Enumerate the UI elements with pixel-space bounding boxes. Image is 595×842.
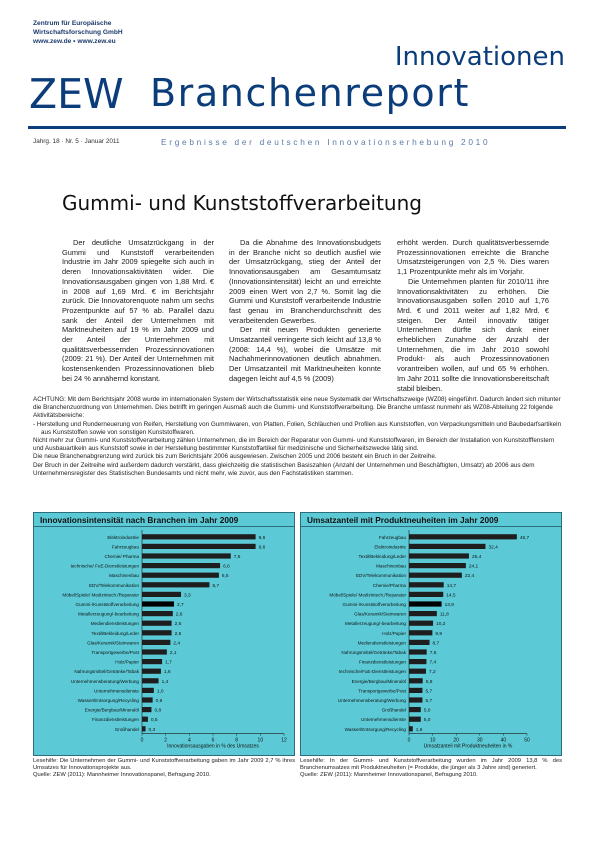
note-paragraph: Der Bruch in der Zeitreihe wird außerdem dadurch verstärkt, dass gleichzeitig die statistischen Basiszahlen (Anzahl der Unternehmen und Beschäftigten, Umsatz) ab 2006 aus dem Unternehmensregister des Statistischen Bundesamts und nicht mehr, wie zuvor, aus den Fachstatistiken stammen. [33,461,535,477]
bar [409,707,421,712]
category-label: Mediendienstleistungen [357,640,406,646]
value-label: 1,4 [161,679,169,685]
value-label: 7,5 [429,651,437,656]
note-paragraph: ACHTUNG: Mit dem Berichtsjahr 2008 wurde im internationalen System der Wirtschaftsstatistik eine neue Systematik der Wirtschaftszweige (WZ08) eingeführt. Dadurch ändert sich mitunter die Branchenzuordnung von Unternehmen. Dies betrifft im geringen Ausmaß auch die Gummi- und Kunststoffverarbeitung. Die Branche umfasst nunmehr als WZ08-Abteilung 22 folgende Aktivitätsbereiche: [33,396,561,420]
paragraph: Die Unternehmen planten für 2010/11 ihre Innovationsaktivitäten zu erhöhen. Die Innovationsausgaben sollen 2010 auf 1,76 Mrd. € und 2011 weiter auf 1,82 Mrd. € steigen. Der Anteil innovativ tätiger Unternehmen dürfte sich dank einer erheblichen Zunahme der Anzahl der Unternehmen, die im Jahr 2010 sowohl Produkt- als auch Prozessinnovationen vorantreiben wollen, auf und 65 % erhöhen. Im Jahr 2011 sollte die Innovationsbereitschaft stabil bleiben. [397,276,549,393]
category-label: Elektroindustrie [107,534,139,540]
category-label: Finanzdienstleistungen [359,659,406,665]
issue-info: Jahrg. 18 · Nr. 5 · Januar 2011 [33,138,120,145]
value-label: 2,7 [176,603,184,608]
bar [142,573,219,578]
bar [142,649,167,654]
x-tick-label: 12 [281,737,287,744]
article-body [62,238,549,393]
x-tick-label: 0 [140,737,144,744]
category-label: Holz/Papier [382,630,406,636]
category-label: Wasser/Entsorgung/Recycling [77,698,139,703]
header-divider [28,126,566,129]
value-label: 13,8 [444,603,454,608]
value-label: 0,9 [155,699,163,704]
value-label: 1,0 [156,689,164,695]
value-label: 2,1 [169,651,177,656]
bar [409,688,422,693]
chart-innovation-intensity-plot [34,528,296,756]
note-paragraph: Nicht mehr zur Gummi- und Kunststoffverarbeitung zählen Unternehmen, die im Bereich der Reparatur von Gummi- und Kunststoffwaren, im Bereich der Installation von Kunststofffenstern und Ausbauartikeln aus Kunststoff sowie in der Herstellung bestimmter Kunststoffartikel für medizinische und Sicherheitszwecke tätig sind. [33,437,555,453]
bar [409,630,432,635]
x-tick-label: 10 [257,737,264,744]
chart-title: Umsatzanteil mit Produktneuheiten im Jahr 2009 [301,513,561,527]
bar [142,640,170,645]
category-label: Großhandel [381,707,406,713]
publisher-info [33,19,123,46]
value-label: 3,3 [184,593,191,599]
value-label: 2,4 [173,641,181,647]
bar [142,553,231,558]
category-label: Transportgewerbe/Post [91,650,139,655]
bar [142,659,162,664]
value-label: 1,6 [163,670,171,676]
report-title-main: Branchenreport [150,71,470,115]
note-paragraph: Die neue Branchenabgrenzung wird zurück bis zum Berichtsjahr 2006 ausgewiesen. Zwischen 2005 und 2006 besteht ein Bruch in der Zeitreihe. [33,453,437,461]
value-label: 25,4 [471,555,482,560]
category-label: Möbel/Spiele/ Medizintech./Reparatur [329,592,406,598]
value-label: 14,5 [446,593,456,599]
bar [142,707,151,712]
x-tick-label: 40 [500,737,507,744]
category-label: Fahrzeugbau [378,534,406,540]
org-line-2: Wirtschaftsforschung GmbH [33,29,123,36]
column-2 [229,238,381,384]
bar [409,621,433,626]
paragraph: Der deutliche Umsatzrückgang in der Gummi und Kunststoff verarbeitenden Industrie im Jahr 2009 spiegelte sich auch in deren Innovationsaktivitäten wider. Die Innovationsausgaben gingen von 1,88 Mrd. € in 2008 auf 1,69 Mrd. € im Berichtsjahr zurück. Die Innovatorenquote nahm um sechs Prozentpunkte auf 57 % ab. Parallel dazu sank der Anteil der Unternehmen mit Marktneuheiten auf 19 % im Jahr 2009 und der Anteil der Unternehmen mit qualitätsverbessernden Prozessinnovationen (2009: 21 %). Der Anteil der Unternehmen mit kostensenkenden Prozessinnovationen blieb bei 24 % annähernd konstant. [62,238,214,383]
value-label: 10,2 [436,622,446,628]
bar [409,592,443,597]
value-label: 6,6 [223,564,230,570]
x-axis-label: Umsatzanteil mit Produktneuheiten in % [423,743,513,750]
category-label: Chemie/Pharma [372,582,406,588]
category-label: Unternehmensberatung/Werbung [337,698,406,703]
bar [409,573,462,578]
org-website[interactable]: www.zew.de • www.zew.eu [33,38,116,45]
value-label: 7,4 [429,660,437,666]
category-label: Mediendienstleistungen [90,621,139,627]
bar [142,688,154,693]
category-label: Gummi-/Kunststoffverarbeitung [342,602,406,607]
category-label: Unternehmensberatung/Werbung [70,678,139,684]
category-label: Transportgewerbe/Post [358,688,406,694]
value-label: 2,5 [174,631,182,637]
value-label: 1,6 [415,727,423,733]
category-label: Maschinenbau [376,563,406,569]
value-label: 0,5 [150,718,158,724]
x-tick-label: 10 [429,737,436,744]
bar [409,611,437,616]
report-subtitle: Ergebnisse der deutschen Innovationserhebung 2010 [161,137,491,147]
category-label: Großhandel [114,726,139,732]
value-label: 32,4 [488,545,498,551]
category-label: Textil/Bekleidung/Leder [91,630,139,636]
category-label: technische/FuE-Dienstleistungen [338,669,406,675]
value-label: 14,7 [446,583,457,589]
bar [409,659,426,664]
value-label: 11,8 [439,612,449,618]
bar [409,697,422,702]
value-label: 5,8 [425,679,433,685]
value-label: 45,7 [519,535,530,541]
bar [409,534,517,539]
x-tick-label: 30 [477,737,483,744]
note-paragraph: - Herstellung und Runderneuerung von Reifen, Herstellung von Gummiwaren, von Platten, Folien, Schläuchen und Profilen aus Kunststoffen, von Verpackungsmitteln und Baubedarfsartikeln aus Kunststoffen sowie von sonstigen Kunststoffwaren. [33,420,562,436]
zew-logo: ZEW [29,70,124,118]
x-tick-label: 20 [453,737,459,744]
bar [142,582,209,587]
value-label: 9,6 [258,535,266,541]
paragraph: erhöht werden. Durch qualitätsverbessernde Prozessinnovationen erreichte die Branche Umsatzsteigerungen von 2,5 %. Dies waren 1,1 Prozentpunkte mehr als im Vorjahr. [397,238,549,277]
category-label: Unternehmensdienste [94,688,139,694]
caption-text: Lesehilfe: Die Unternehmen der Gummi- und Kunststoffverarbeitung gaben im Jahr 2009 2,7 % ihres Umsatzes für Innovationsprojekte aus. [33,758,295,772]
category-label: Nahrungsmittel/Getränke/Tabak [341,650,406,655]
category-label: Energie/Bergbau/Mineralöl [84,707,139,713]
value-label: 5,0 [423,718,431,724]
chart-innovation-intensity [33,512,295,756]
bar [142,534,256,539]
bar [142,697,153,702]
bar [142,592,181,597]
bar [409,582,444,587]
bar [142,621,172,626]
category-label: Wasser/Entsorgung/Recycling [344,726,406,732]
bar [409,563,466,568]
category-label: Glas/Keramik/Steinwaren [354,611,406,617]
caption-text: Lesehilfe: In der Gummi- und Kunststoffverarbeitung wurden im Jahr 2009 13,8 % des Branchenumsatzes mit Produktneuheiten (= Produkte, die jünger als 3 Jahre sind) generiert. [300,758,562,772]
value-label: 2,5 [174,622,182,628]
value-label: 9,6 [258,545,266,551]
org-line-1: Zentrum für Europäische [33,20,112,27]
value-label: 1,7 [165,660,172,666]
bar [409,544,485,549]
bar [142,717,148,722]
bar-highlight [409,601,442,606]
bar [409,553,469,558]
bar [409,640,430,645]
column-3 [397,238,549,393]
value-label: 24,1 [468,564,479,570]
bar [142,563,220,568]
bar [142,630,172,635]
value-label: 9,9 [435,631,443,637]
category-label: Nahrungsmittel/Getränke/Tabak [74,669,139,675]
caption-right [300,758,562,780]
value-label: 22,4 [464,574,475,580]
value-label: 0,3 [148,727,156,733]
value-label: 0,8 [154,708,162,714]
x-tick-label: 50 [524,737,530,744]
caption-source: Quelle: ZEW (2011): Mannheimer Innovationspanel, Befragung 2010. [300,772,478,779]
column-1 [62,238,214,384]
caption-left [33,758,295,780]
category-label: Möbel/Spiele/ Medizintech./Reparatur [62,592,139,598]
value-label: 8,7 [432,641,440,647]
x-tick-label: 6 [211,737,215,744]
category-label: Energie/Bergbau/Mineralöl [351,678,406,684]
category-label: Metallerzeugung/-bearbeitung [344,621,406,627]
value-label: 6,5 [221,574,229,580]
methodology-note [33,396,563,478]
category-label: Finanzdienstleistungen [92,717,139,723]
category-label: EDV/Telekommunikation [355,573,406,579]
category-label: Gummi-/Kunststoffverarbeitung [75,602,139,607]
value-label: 2,6 [175,612,183,618]
paragraph: Da die Abnahme des Innovationsbudgets in der Branche nicht so deutlich ausfiel wie der Umsatzrückgang, stieg der Anteil der Innovationsausgaben am Gesamtumsatz (Innovationsintensität) leicht an und erreichte 2009 einen Wert von 2,7 %. Somit lag die Gummi und Kunststoff verarbeitende Industrie fast genau im Branchendurchschnitt des verarbeitenden Gewerbes. [229,238,381,325]
value-label: 5,0 [423,708,431,714]
x-tick-label: 0 [407,737,411,744]
article-headline: Gummi- und Kunststoffverarbeitung [62,191,422,215]
bar [409,678,423,683]
category-label: Elektroindustrie [374,544,406,550]
category-label: Chemie/ Pharma [104,554,139,559]
category-label: Holz/Papier [115,659,139,665]
bar [142,544,256,549]
category-label: Fahrzeugbau [111,544,139,550]
chart-product-novelty-share [300,512,562,756]
caption-source: Quelle: ZEW (2011): Mannheimer Innovationspanel, Befragung 2010. [33,772,211,779]
chart-title: Innovationsintensität nach Branchen im Jahr 2009 [34,513,294,527]
bar [142,611,173,616]
value-label: 5,7 [425,699,433,704]
bar [409,669,426,674]
category-label: Maschinenbau [109,573,139,579]
report-title-top: Innovationen [394,42,565,72]
bar [142,669,161,674]
x-tick-label: 4 [187,737,191,744]
bar-highlight [142,601,174,606]
category-label: technische/ FuE-Dienstleistungen [70,563,139,569]
x-axis-label: Innovationsausgaben in % des Umsatzes [167,743,259,750]
value-label: 7,2 [428,670,436,676]
value-label: 5,7 [425,689,433,695]
category-label: Metallerzeugung/-bearbeitung [77,611,139,617]
category-label: EDV/Telekommunikation [88,582,139,588]
value-label: 5,7 [212,583,220,589]
bar [142,678,159,683]
category-label: Unternehmensdienste [361,717,406,723]
paragraph: Der mit neuen Produkten generierte Umsatzanteil verringerte sich leicht auf 13,8 % (2008: 14,4 %), wobei die Umsätze mit Nachahmerinnovationen deutlich abnahmen. Der Umsatzanteil mit Marktneuheiten konnte dagegen leicht auf 4,5 % (2009) [229,325,381,383]
bar [142,726,146,731]
x-tick-label: 2 [164,737,168,744]
bar [409,649,427,654]
bar [409,726,413,731]
value-label: 7,5 [233,555,241,560]
x-tick-label: 8 [235,737,239,744]
category-label: Glas/Keramik/Steinwaren [87,640,139,646]
chart-product-novelty-plot [301,528,563,756]
category-label: Textil/Bekleidung/Leder [358,554,406,559]
bar [409,717,421,722]
